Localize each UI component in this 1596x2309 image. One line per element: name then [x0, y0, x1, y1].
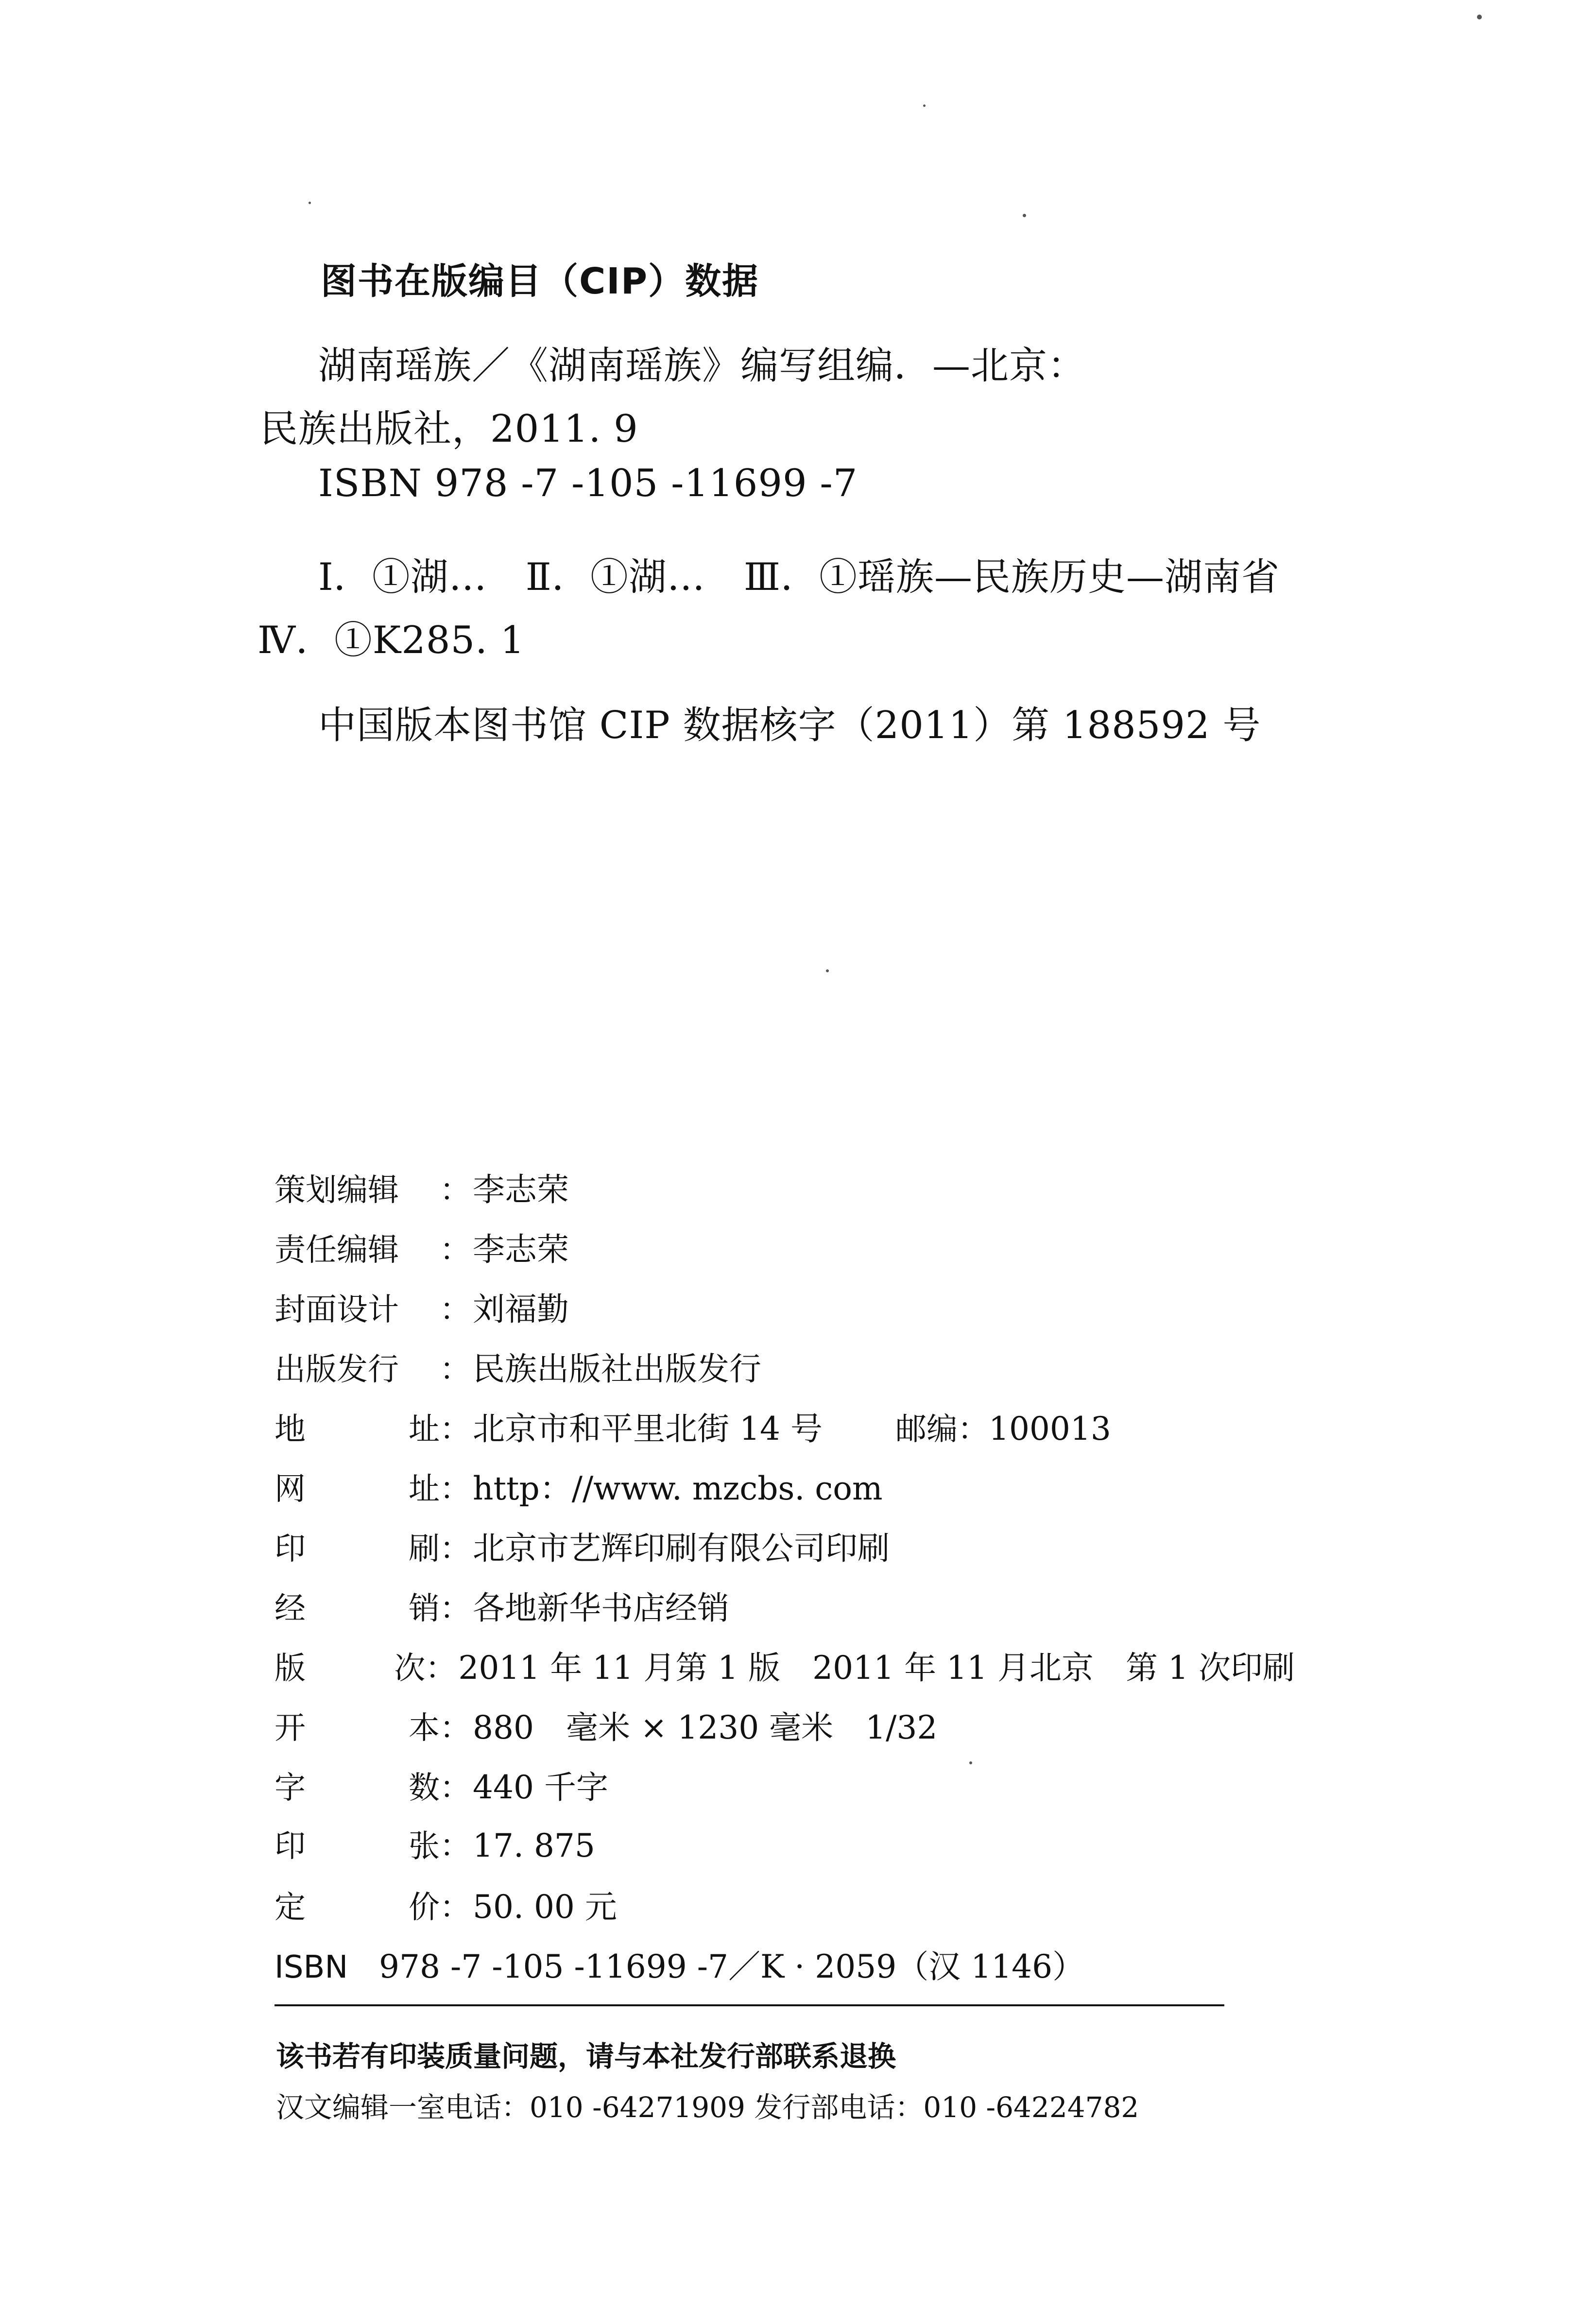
imprint-row-publisher: 出版发行 ： 民族出版社出版发行 — [275, 1343, 1295, 1403]
quality-notice: 该书若有印装质量问题，请与本社发行部联系退换 — [276, 2040, 896, 2073]
isbn-value: 978 -7 -105 -11699 -7／K · 2059（汉 1146） — [379, 1948, 1085, 1985]
imprint-row-cover-design: 封面设计 ： 刘福勤 — [275, 1283, 1295, 1343]
cip-line-1: 湖南瑶族／《湖南瑶族》编写组编．—北京： — [318, 344, 1086, 388]
imprint-value: 880 毫米 × 1230 毫米 1/32 — [473, 1709, 938, 1746]
imprint-label: 印 刷 — [275, 1531, 440, 1567]
imprint-value: 刘福勤 — [473, 1291, 569, 1328]
scan-speck — [826, 969, 829, 972]
imprint-row-website: 网 址 ： http：//www. mzcbs. com — [275, 1463, 1295, 1522]
imprint-label: 经 销 — [275, 1591, 440, 1627]
imprint-value: 李志荣 — [473, 1171, 569, 1208]
imprint-label: 出版发行 — [275, 1352, 399, 1388]
imprint-label: 策划编辑 — [275, 1172, 399, 1208]
website-value: http：//www. mzcbs. com — [473, 1470, 883, 1507]
imprint-value: 民族出版社出版发行 — [473, 1350, 761, 1388]
cip-line-record-number: 中国版本图书馆 CIP 数据核字（2011）第 188592 号 — [318, 704, 1261, 747]
imprint-label: 地 址 — [275, 1412, 440, 1447]
imprint-row-printer: 印 刷 ： 北京市艺辉印刷有限公司印刷 — [275, 1522, 1295, 1582]
scan-speck — [1023, 214, 1026, 217]
imprint-row-format: 开 本 ： 880 毫米 × 1230 毫米 1/32 — [275, 1702, 1295, 1761]
imprint-value: 2011 年 11 月第 1 版 2011 年 11 月北京 第 1 次印刷 — [458, 1649, 1295, 1687]
imprint-row-address: 地 址 ： 北京市和平里北街 14 号 邮编： 100013 — [275, 1403, 1295, 1463]
imprint-row-word-count: 字 数 ： 440 千字 — [275, 1761, 1295, 1821]
imprint-row-sheets: 印 张 ： 17. 875 — [275, 1821, 1295, 1881]
imprint-value: 北京市艺辉印刷有限公司印刷 — [473, 1530, 890, 1567]
imprint-value: 各地新华书店经销 — [473, 1589, 729, 1627]
imprint-label: 版 次 — [275, 1651, 426, 1687]
cip-line-isbn: ISBN 978 -7 -105 -11699 -7 — [318, 462, 858, 505]
isbn-label: ISBN — [275, 1949, 348, 1985]
imprint-value: 17. 875 — [473, 1827, 595, 1864]
cip-line-2: 民族出版社，2011. 9 — [260, 407, 638, 451]
imprint-label: 责任编辑 — [275, 1232, 399, 1268]
imprint-label: 字 数 — [275, 1770, 440, 1806]
imprint-label: 封面设计 — [275, 1292, 399, 1328]
imprint-row-responsible-editor: 责任编辑 ： 李志荣 — [275, 1223, 1295, 1283]
imprint-row-distributor: 经 销 ： 各地新华书店经销 — [275, 1582, 1295, 1642]
cip-title: 图书在版编目（CIP）数据 — [321, 260, 759, 302]
imprint-row-price: 定 价 ： 50. 00 元 — [275, 1881, 1295, 1941]
cip-line-subjects: Ⅰ．①湖… Ⅱ．①湖… Ⅲ．①瑶族—民族历史—湖南省 — [318, 555, 1280, 599]
postcode-value: 100013 — [988, 1410, 1111, 1447]
scan-speck — [923, 104, 926, 107]
imprint-value: 北京市和平里北街 14 号 — [473, 1410, 823, 1447]
footer-divider — [275, 2004, 1224, 2006]
imprint-row-edition: 版 次 ： 2011 年 11 月第 1 版 2011 年 11 月北京 第 1 次印刷 — [275, 1642, 1295, 1702]
imprint-value: 李志荣 — [473, 1231, 569, 1268]
imprint-row-isbn — [275, 1941, 1295, 2000]
imprint-label: 定 价 — [275, 1890, 440, 1926]
cip-line-classification: Ⅳ．①K285. 1 — [257, 619, 525, 662]
postcode-label: 邮编： — [895, 1412, 989, 1447]
scan-speck — [309, 202, 311, 204]
imprint-table — [275, 1164, 1295, 2000]
imprint-value: 440 千字 — [473, 1769, 608, 1806]
scan-speck — [1477, 15, 1482, 19]
imprint-value: 50. 00 元 — [473, 1888, 617, 1926]
scan-speck — [969, 1761, 972, 1764]
imprint-label: 网 址 — [275, 1471, 440, 1507]
imprint-row-planning-editor: 策划编辑 ： 李志荣 — [275, 1164, 1295, 1223]
imprint-label: 印 张 — [275, 1828, 440, 1864]
imprint-label: 开 本 — [275, 1710, 440, 1746]
contact-phones: 汉文编辑一室电话：010 -64271909 发行部电话：010 -64224782 — [276, 2091, 1139, 2124]
